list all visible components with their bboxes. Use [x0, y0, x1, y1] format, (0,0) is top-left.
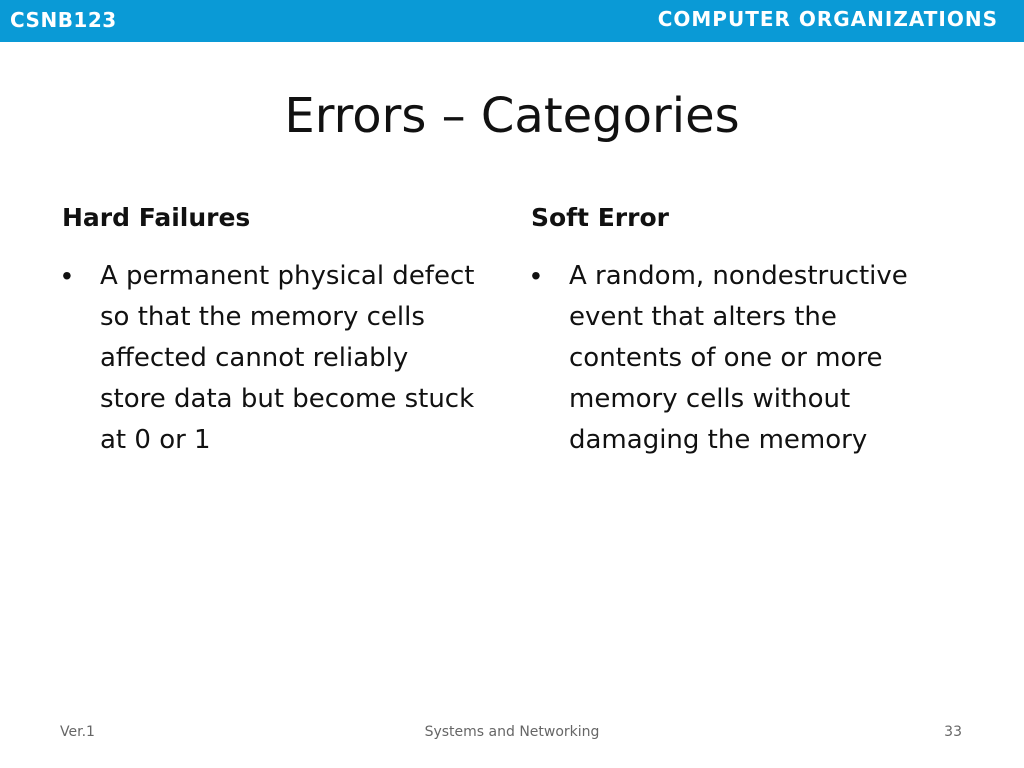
hard-failures-text: A permanent physical defect so that the memory cells affected cannot reliably store data but become stuck at 0 or 1 [100, 261, 475, 455]
soft-error-text: A random, nondestructive event that alters the contents of one or more memory cells without damaging the memory [569, 261, 908, 455]
footer-center-text: Systems and Networking [424, 724, 600, 740]
list-item [531, 256, 951, 461]
hard-failures-column [62, 200, 482, 461]
footer-version: Ver.1 [60, 724, 95, 740]
soft-error-column [531, 200, 951, 461]
page-number: 33 [944, 724, 962, 740]
hard-failures-heading: Hard Failures [62, 203, 251, 232]
course-code: CSNB123 [10, 8, 117, 32]
slide-title: Errors – Categories [284, 88, 740, 144]
list-item [62, 256, 482, 461]
bullet-icon: • [531, 260, 541, 291]
soft-error-heading: Soft Error [531, 203, 669, 232]
bullet-icon: • [62, 260, 72, 291]
header-bar [0, 0, 1024, 42]
course-name: COMPUTER ORGANIZATIONS [657, 7, 998, 31]
